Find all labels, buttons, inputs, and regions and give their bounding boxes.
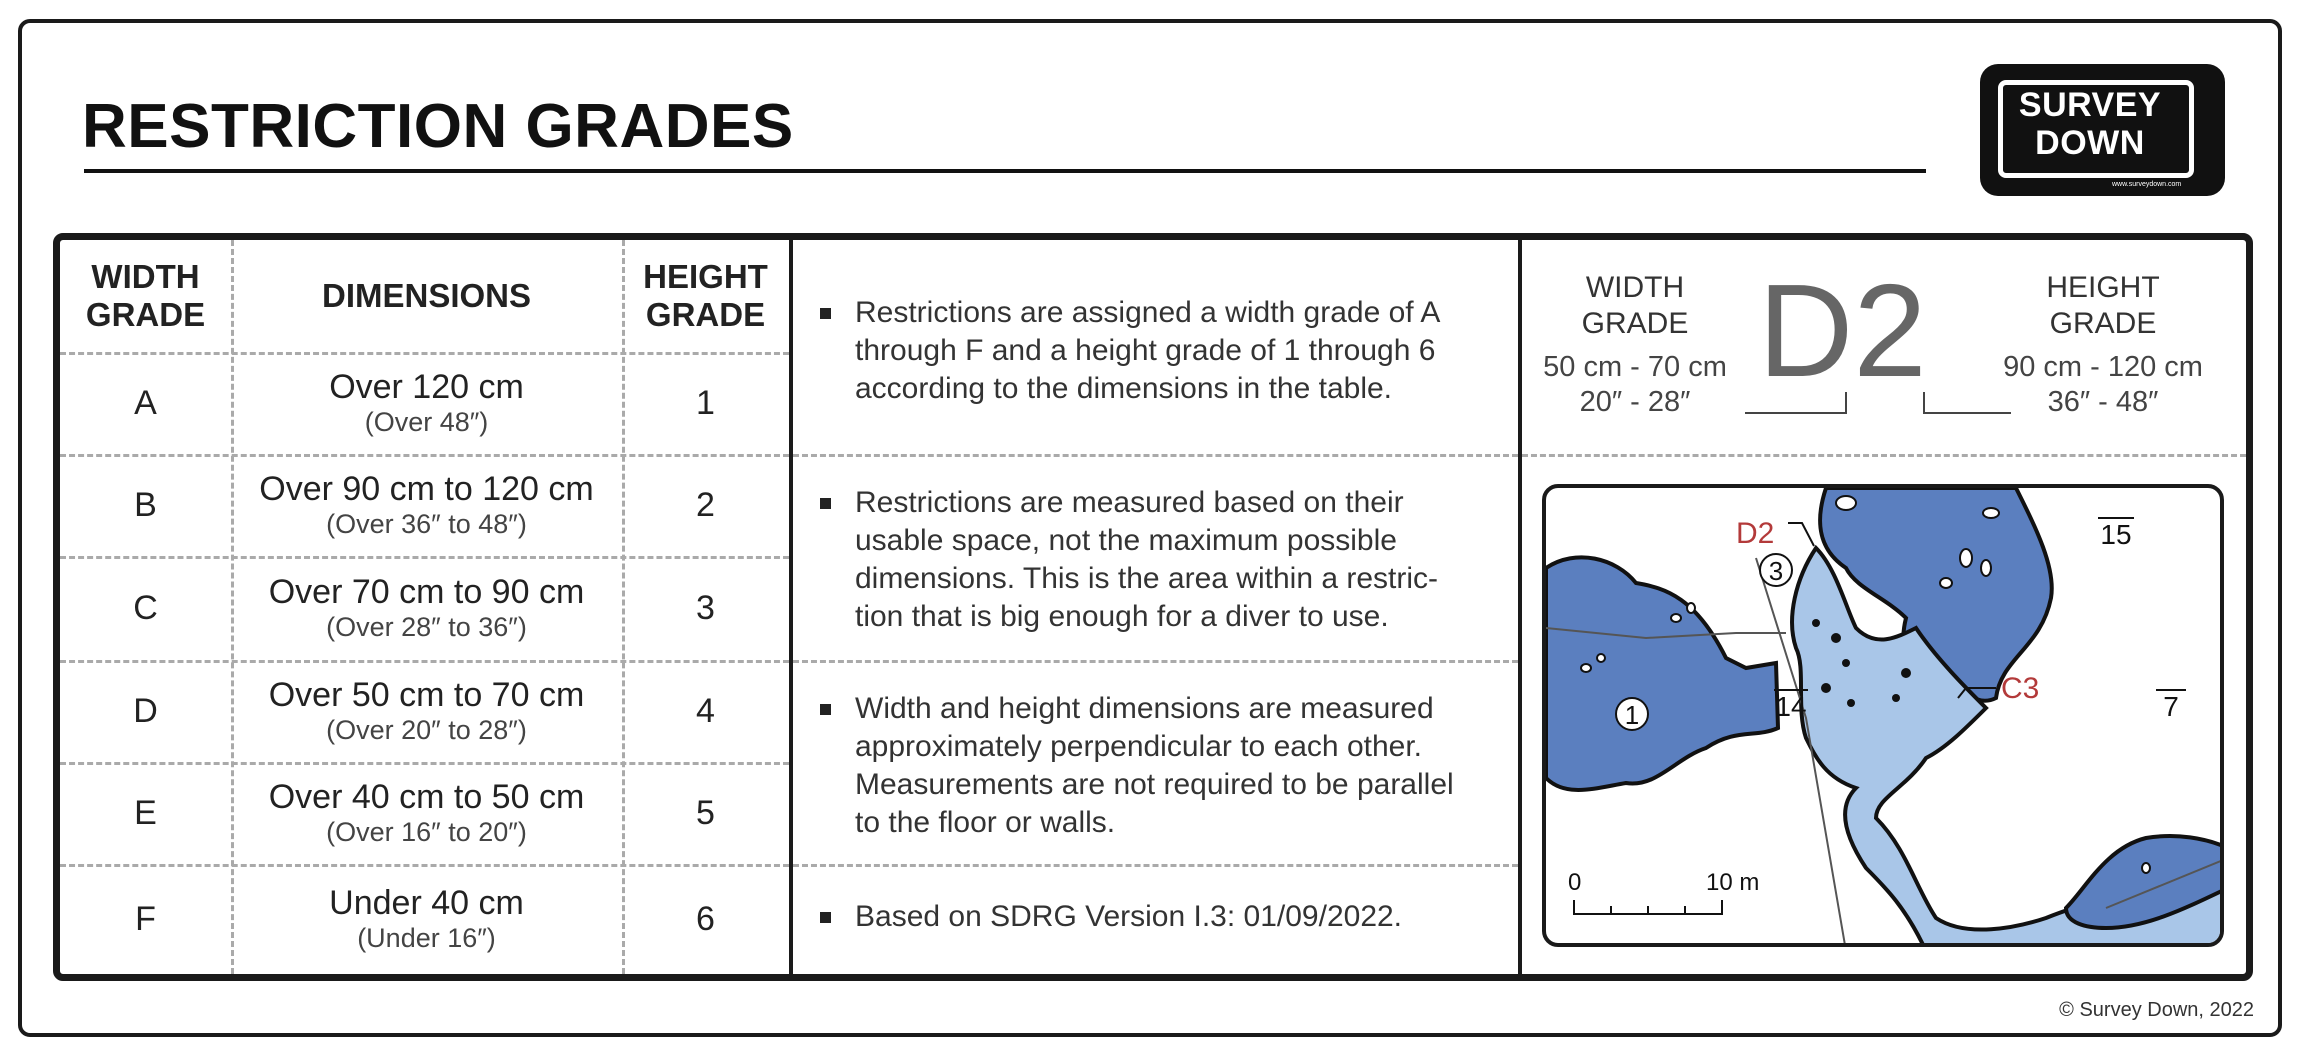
logo-url: www.surveydown.com xyxy=(2112,181,2182,188)
note-line: tion that is big enough for a diver to use. xyxy=(855,600,1389,633)
cave-map xyxy=(1542,484,2224,947)
example-height-metric: 90 cm - 120 cm xyxy=(2003,351,2203,383)
logo-text xyxy=(2002,86,2178,162)
height-grade-cell: 1 xyxy=(696,383,715,422)
width-grade-cell: E xyxy=(134,793,157,832)
width-leader-line xyxy=(1745,392,1847,414)
bullet-icon xyxy=(820,498,831,509)
dimension-metric: Over 40 cm to 50 cm xyxy=(268,778,585,816)
height-grade-cell: 6 xyxy=(696,899,715,938)
dimension-imperial: (Over 20″ to 28″) xyxy=(326,715,527,745)
rock-symbol xyxy=(1960,549,1972,567)
rock-symbol xyxy=(2142,863,2150,873)
d2-leader-line xyxy=(1788,523,1814,546)
note-item xyxy=(820,484,1438,636)
dimension-cell xyxy=(231,454,622,556)
rock-symbol xyxy=(1836,496,1856,510)
dimension-metric: Over 90 cm to 120 cm xyxy=(259,470,594,508)
width-grade-cell: B xyxy=(134,485,157,524)
width-grade-cell: F xyxy=(135,899,156,938)
example-grade-code: D2 xyxy=(1758,257,1927,404)
example-width-label xyxy=(1535,270,1735,342)
bullet-icon xyxy=(820,704,831,715)
dimension-imperial: (Over 48″) xyxy=(364,407,489,437)
dimension-metric: Under 40 cm xyxy=(329,884,524,922)
dimension-cell xyxy=(231,864,622,974)
scale-start-label: 0 xyxy=(1568,869,1582,896)
note-item xyxy=(820,898,1402,936)
width-grade-cell: C xyxy=(133,588,158,627)
rock-symbol xyxy=(1597,654,1605,662)
rock-symbol xyxy=(1671,614,1681,622)
note-line: Restrictions are measured based on their xyxy=(855,486,1404,519)
header-width-grade xyxy=(60,240,231,352)
boulder-symbol xyxy=(1812,619,1820,627)
rock-symbol xyxy=(1940,578,1952,588)
page-title: RESTRICTION GRADES xyxy=(82,92,794,161)
example-width-label-line: WIDTH xyxy=(1585,271,1685,304)
note-line: dimensions. This is the area within a restric- xyxy=(855,562,1439,595)
notes-divider xyxy=(793,660,1518,663)
note-line: to the floor or walls. xyxy=(855,806,1116,839)
dimension-imperial: (Over 16″ to 20″) xyxy=(326,817,527,847)
restriction-label-c3: C3 xyxy=(2001,672,2040,705)
note-line: according to the dimensions in the table. xyxy=(855,372,1392,405)
example-width-range xyxy=(1535,350,1735,420)
survey-down-logo xyxy=(1980,64,2225,196)
dimension-cell xyxy=(231,660,622,762)
note-line: through F and a height grade of 1 through 6 xyxy=(855,334,1436,367)
header-height-grade xyxy=(622,240,789,352)
bullet-icon xyxy=(820,912,831,923)
height-grade-cell: 2 xyxy=(696,485,715,524)
dimension-metric: Over 50 cm to 70 cm xyxy=(268,676,585,714)
example-width-metric: 50 cm - 70 cm xyxy=(1543,351,1727,383)
example-height-label-line: HEIGHT xyxy=(2046,271,2160,304)
example-height-range xyxy=(1983,350,2223,420)
width-grade-cell: A xyxy=(134,383,157,422)
height-grade-cell: 4 xyxy=(696,691,715,730)
note-line: Measurements are not required to be parallel xyxy=(855,768,1454,801)
logo-line-1: SURVEY xyxy=(2018,86,2162,124)
example-height-label xyxy=(2003,270,2203,342)
boulder-symbol xyxy=(1901,668,1911,678)
cave-map-drawing xyxy=(1546,488,2224,947)
station-3-label: 3 xyxy=(1768,556,1784,586)
boulder-symbol xyxy=(1892,694,1900,702)
notes-divider xyxy=(793,454,1518,457)
height-grade-cell: 3 xyxy=(696,588,715,627)
header-dimensions-text: DIMENSIONS xyxy=(321,277,532,314)
title-underline xyxy=(84,169,1926,173)
boulder-symbol xyxy=(1842,659,1850,667)
divider-notes-example xyxy=(1518,240,1522,974)
example-width-label-line: GRADE xyxy=(1581,307,1689,340)
dimension-cell xyxy=(231,762,622,864)
note-line: Restrictions are assigned a width grade of A xyxy=(855,296,1441,329)
dimension-metric: Over 120 cm xyxy=(329,368,524,406)
example-height-label-line: GRADE xyxy=(2049,307,2157,340)
height-leader-line xyxy=(1923,392,2011,414)
example-divider xyxy=(1522,454,2246,457)
note-line: usable space, not the maximum possible xyxy=(855,524,1397,557)
dimension-cell xyxy=(231,352,622,454)
boulder-symbol xyxy=(1821,683,1831,693)
note-item xyxy=(820,294,1440,408)
restriction-label-d2: D2 xyxy=(1736,517,1775,550)
notes-divider xyxy=(793,864,1518,867)
boulder-symbol xyxy=(1847,699,1855,707)
depth-label-15: 15 xyxy=(2100,519,2132,550)
boulder-symbol xyxy=(1831,633,1841,643)
dark-passage-west xyxy=(1546,557,1778,790)
note-line: approximately perpendicular to each other. xyxy=(855,730,1423,763)
scale-end-label: 10 m xyxy=(1706,869,1760,896)
height-grade-cell: 5 xyxy=(696,793,715,832)
rock-symbol xyxy=(1581,664,1591,672)
width-grade-cell: D xyxy=(133,691,158,730)
dimension-cell xyxy=(231,556,622,660)
rock-symbol xyxy=(1687,603,1695,613)
header-dimensions xyxy=(231,240,622,352)
bullet-icon xyxy=(820,308,831,319)
example-width-imperial: 20″ - 28″ xyxy=(1579,386,1691,418)
depth-label-14: 14 xyxy=(1775,691,1807,722)
rock-symbol xyxy=(1981,560,1991,576)
dimension-imperial: (Over 36″ to 48″) xyxy=(326,509,527,539)
example-height-imperial: 36″ - 48″ xyxy=(2047,386,2159,418)
header-height-grade-text: HEIGHT GRADE xyxy=(643,258,768,333)
depth-label-7: 7 xyxy=(2163,691,2179,722)
dimension-imperial: (Over 28″ to 36″) xyxy=(326,612,527,642)
dimension-imperial: (Under 16″) xyxy=(357,923,496,953)
header-width-grade-text: WIDTH GRADE xyxy=(85,258,206,333)
note-item xyxy=(820,690,1454,842)
station-1-label: 1 xyxy=(1624,700,1640,730)
rock-symbol xyxy=(1983,508,1999,518)
note-line: Based on SDRG Version I.3: 01/09/2022. xyxy=(855,900,1403,933)
dimension-metric: Over 70 cm to 90 cm xyxy=(268,573,585,611)
copyright-notice: © Survey Down, 2022 xyxy=(2059,999,2254,1021)
note-line: Width and height dimensions are measured xyxy=(855,692,1434,725)
logo-line-2: DOWN xyxy=(2035,124,2145,162)
